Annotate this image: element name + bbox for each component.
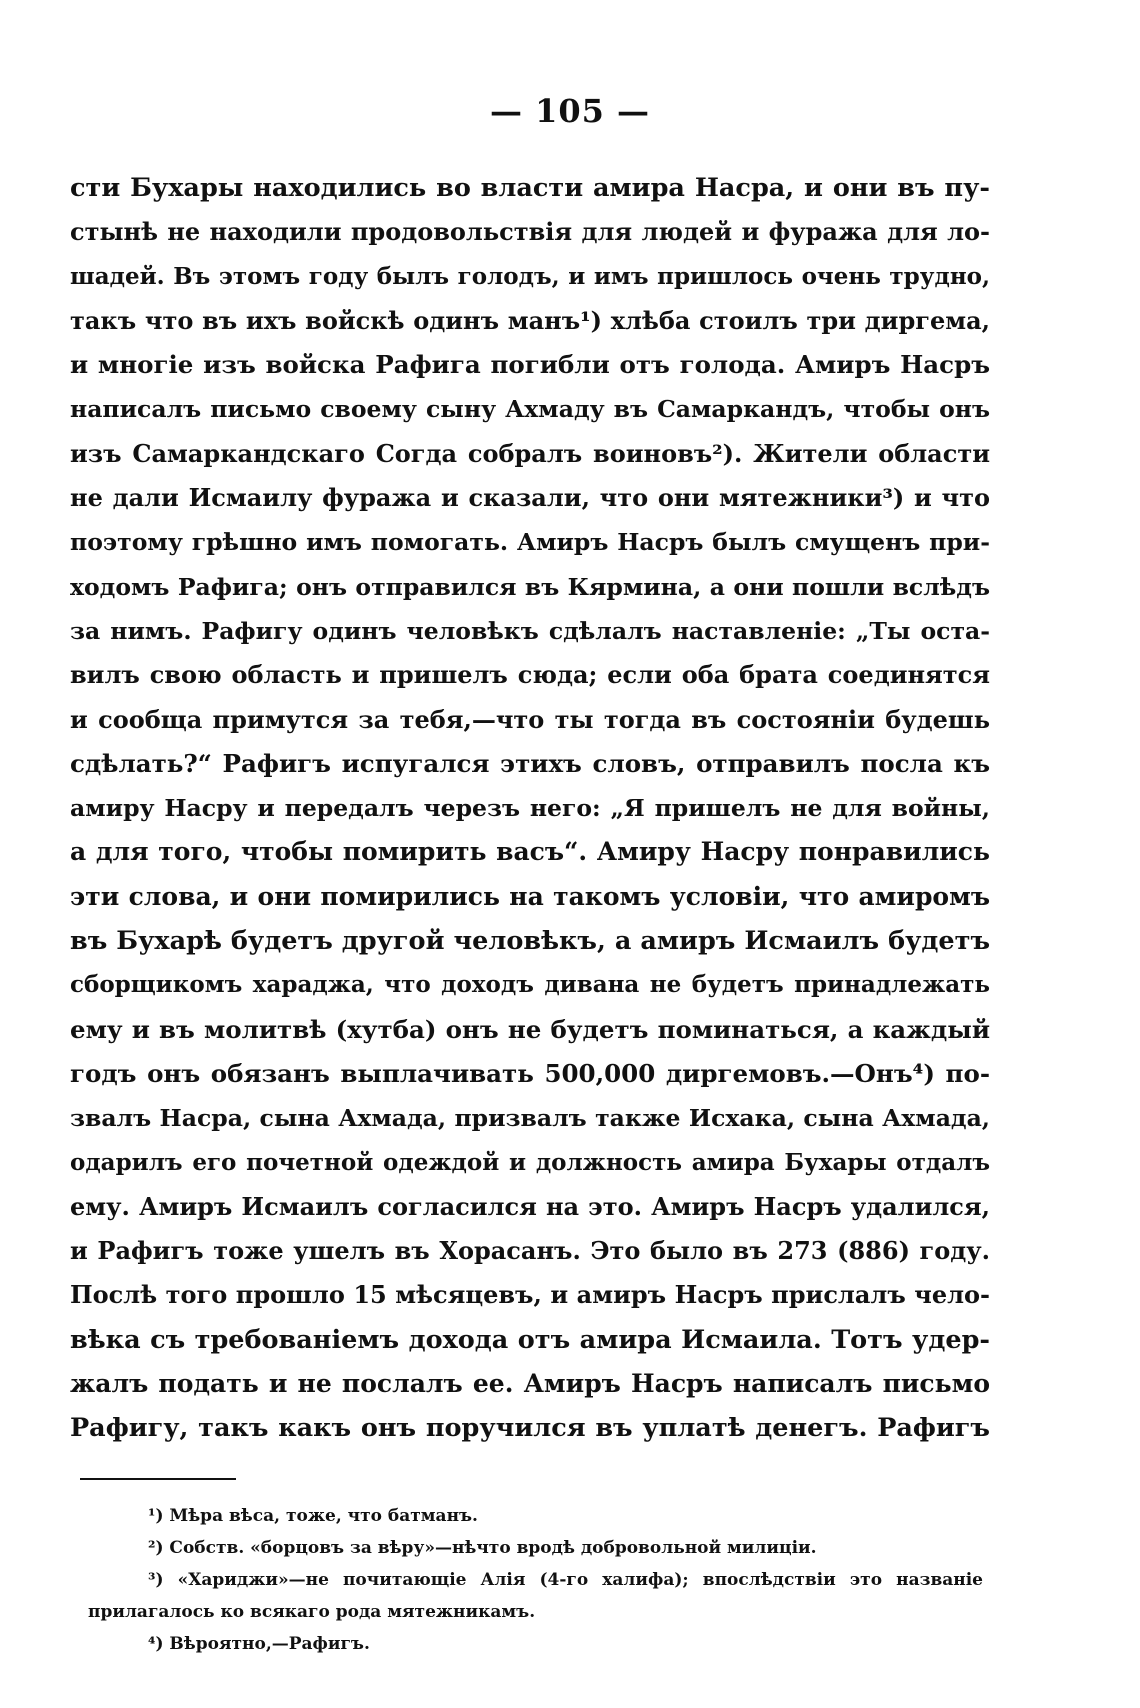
body-line: такъ что въ ихъ войскѣ одинъ манъ¹) хлѣба стоилъ три диргема,	[70, 305, 990, 335]
body-line: поэтому грѣшно имъ помогать. Амиръ Насръ былъ смущенъ при-	[70, 528, 990, 557]
body-line: Рафигу, такъ какъ онъ поручился въ уплатѣ денегъ. Рафигъ	[70, 1413, 990, 1444]
body-line: и многіе изъ войска Рафига погибли отъ голода. Амиръ Насръ	[70, 350, 990, 380]
body-line: за нимъ. Рафигу одинъ человѣкъ сдѣлалъ наставленіе: „Ты оста-	[70, 616, 990, 645]
body-line: ему. Амиръ Исмаилъ согласился на это. Амиръ Насръ удалился,	[70, 1191, 990, 1221]
body-line: въ Бухарѣ будетъ другой человѣкъ, а амиръ Исмаилъ будетъ	[70, 926, 990, 957]
body-line: не дали Исмаилу фуража и сказали, что они мятежники³) и что	[70, 483, 990, 513]
body-line: изъ Самаркандскаго Согда собралъ воиновъ²). Жители области	[70, 438, 990, 468]
page-number: — 105 —	[489, 92, 651, 130]
footnote-2: ²) Собств. «борцовъ за вѣру»—нѣчто вродѣ добровольной милиціи.	[148, 1538, 817, 1558]
body-line: шадей. Въ этомъ году былъ голодъ, и имъ пришлось очень трудно,	[70, 262, 990, 290]
body-line: сти Бухары находились во власти амира Насра, и они въ пу-	[70, 173, 990, 203]
body-line: ходомъ Рафига; онъ отправился въ Кярмина, а они пошли вслѣдъ	[70, 572, 990, 601]
footnotes	[88, 1500, 983, 1660]
body-line: одарилъ его почетной одеждой и должность амира Бухары отдалъ	[70, 1148, 990, 1176]
body-line: жалъ подать и не послалъ ее. Амиръ Насръ написалъ письмо	[70, 1369, 990, 1399]
body-line: написалъ письмо своему сыну Ахмаду въ Самаркандъ, чтобы онъ	[70, 395, 990, 424]
footnote-3: ³) «Хариджи»—не почитающіе Алія (4-го халифа); впослѣдствіи это названіе	[148, 1570, 983, 1590]
footnote-4: ⁴) Вѣроятно,—Рафигъ.	[148, 1634, 370, 1654]
body-line: ему и въ молитвѣ (хутба) онъ не будетъ поминаться, а каждый	[70, 1014, 990, 1044]
footnote-1: ¹) Мѣра вѣса, тоже, что батманъ.	[148, 1506, 478, 1526]
body-line: звалъ Насра, сына Ахмада, призвалъ также Исхака, сына Ахмада,	[70, 1104, 990, 1133]
body-line: а для того, чтобы помирить васъ“. Амиру Насру понравились	[70, 837, 990, 867]
body-line: стынѣ не находили продовольствія для людей и фуража для ло-	[70, 217, 990, 247]
body-line: и сообща примутся за тебя,—что ты тогда въ состояніи будешь	[70, 704, 990, 734]
body-line: годъ онъ обязанъ выплачивать 500,000 диргемовъ.—Онъ⁴) по-	[70, 1058, 990, 1088]
body-line: вилъ свою область и пришелъ сюда; если оба брата соединятся	[70, 660, 990, 690]
body-line: Послѣ того прошло 15 мѣсяцевъ, и амиръ Насръ прислалъ чело-	[70, 1280, 990, 1310]
body-text	[70, 166, 990, 1451]
body-line: сборщикомъ хараджа, что доходъ дивана не будетъ принадлежать	[70, 971, 990, 999]
body-line: и Рафигъ тоже ушелъ въ Хорасанъ. Это было въ 273 (886) году.	[70, 1236, 990, 1266]
footnote-3-continuation: прилагалось ко всякаго рода мятежникамъ.	[88, 1602, 536, 1622]
footnote-divider	[80, 1478, 236, 1480]
body-line: сдѣлать?“ Рафигъ испугался этихъ словъ, отправилъ посла къ	[70, 748, 990, 778]
body-line: вѣка съ требованіемъ дохода отъ амира Исмаила. Тотъ удер-	[70, 1324, 990, 1355]
body-line: амиру Насру и передалъ черезъ него: „Я пришелъ не для войны,	[70, 794, 990, 823]
body-line: эти слова, и они помирились на такомъ условіи, что амиромъ	[70, 881, 990, 911]
